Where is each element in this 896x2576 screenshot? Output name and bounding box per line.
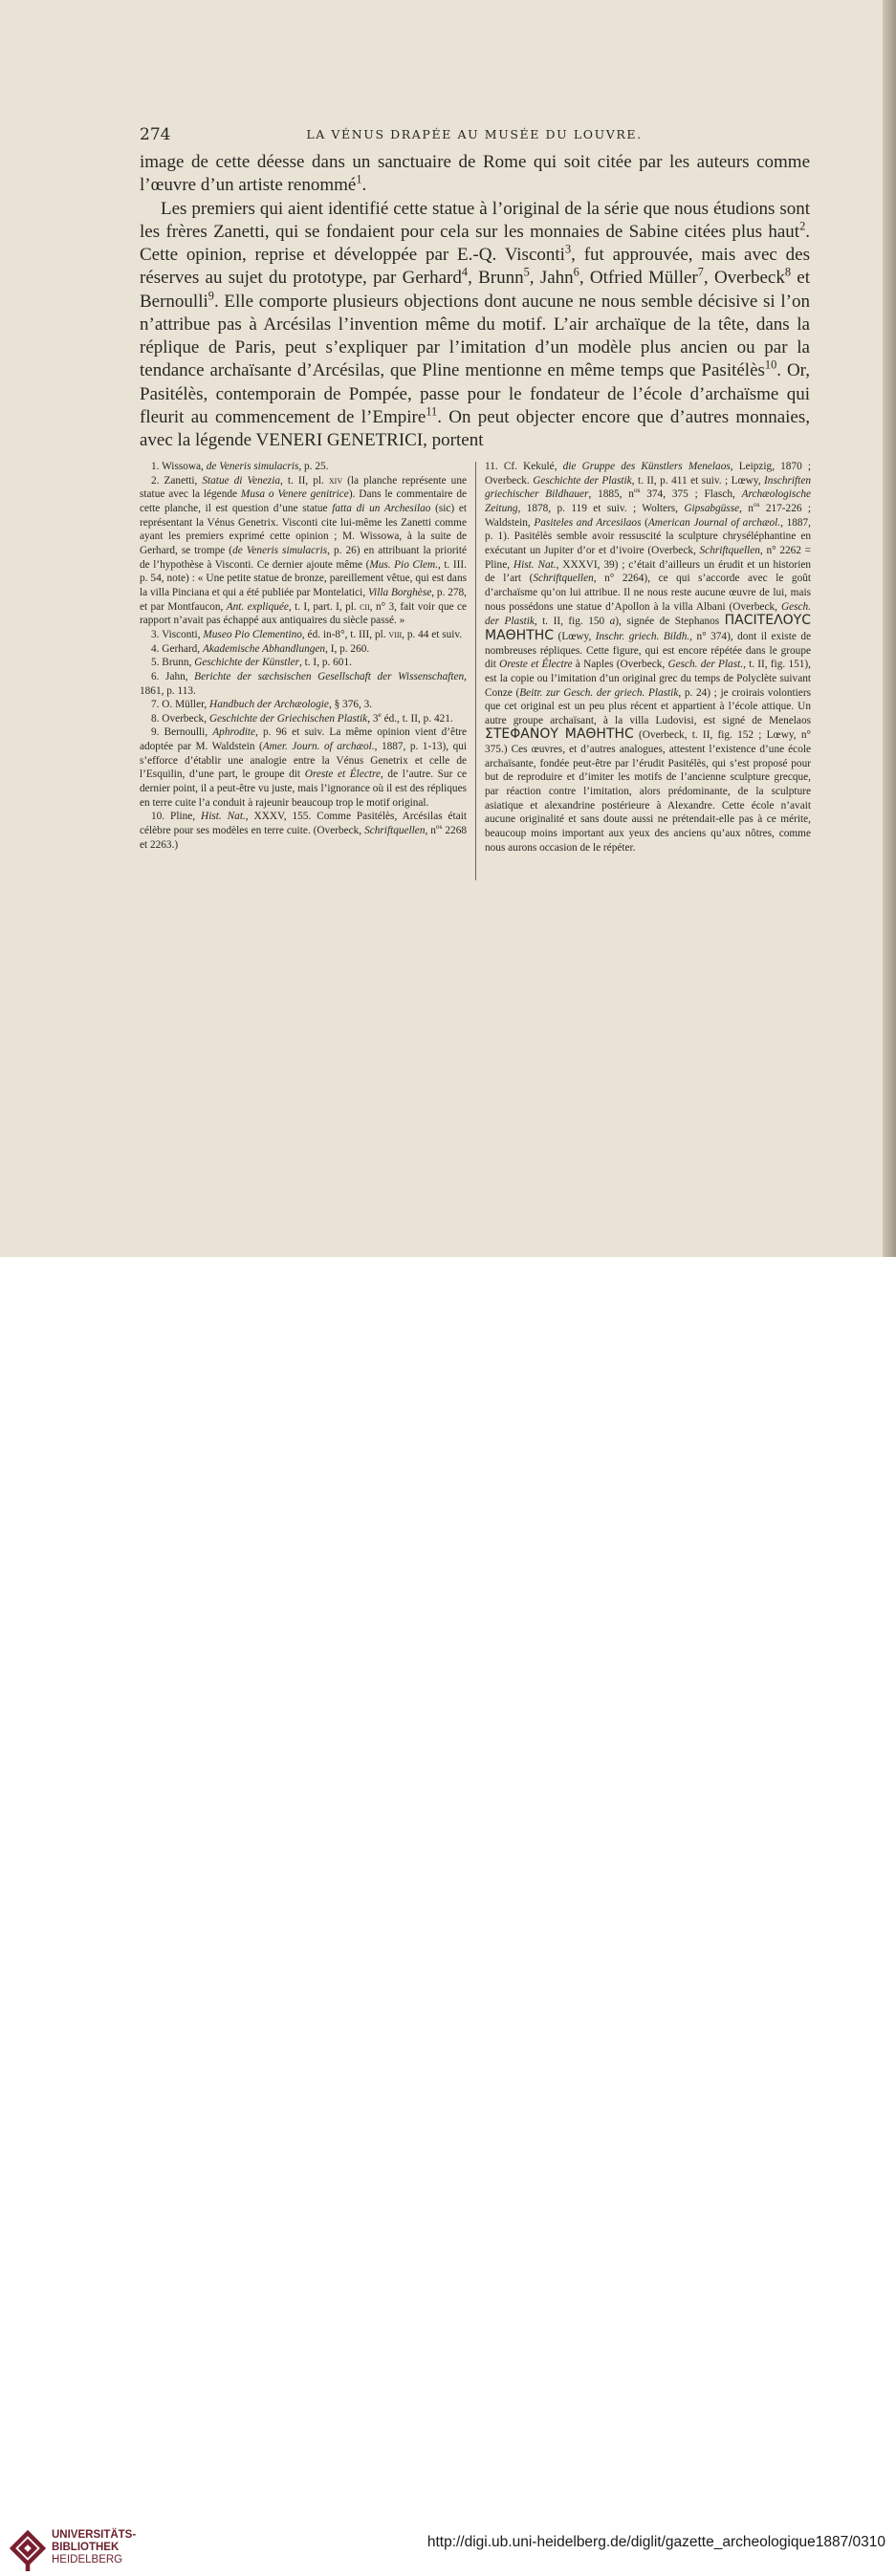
page-header xyxy=(140,125,809,144)
main-text xyxy=(140,151,810,452)
footnote-11: 11. Cf. Kekulé, die Gruppe des Künstlers Menelaos, Leipzig, 1870 ; Overbeck. Geschichte der Plastik, t. II, p. 411 et suiv. ; Lœwy, Inschriften griechischer Bildhauer, 1885, $n^{os}$ 374, 375 ; Flasch, Archæologische Zeitung, 1878, p. 119 et suiv. ; Wolters, Gipsabgüsse, $n^{os}$ 217-226 ; Waldstein, Pasiteles and Arcesilaos (American Journal of archæol., 1887, p. 1). Pasitélès semble avoir ressuscité la sculpture chryséléphantine en exécutant un Jupiter d’or et d’ivoire (Overbeck, Schriftquellen, n° 2262 = Pline, Hist. Nat., XXXVI, 39) ; c’était d’ailleurs un érudit et un historien de l’art (Schriftquellen, n° 2264), ce qui s’accorde avec le goût d’archaïsme qu’on lui attribue. Il ne nous reste aucune œuvre de lui, mais nous possédons une statue d’Apollon à la villa Albani (Overbeck, Gesch. der Plastik, t. II, fig. 150 a), signée de Stephanos ΠΑCΙΤΕΛΟΥC ΜΑΘΗΤΗC (Lœwy, Inschr. griech. Bildh., n° 374), dont il existe de nombreuses répliques. Cette figure, qui est encore répétée dans le groupe dit Oreste et Électre à Naples (Overbeck, Gesch. der Plast., t. II, fig. 151), est la copie ou l’imitation d’un original grec du temps de Polyclète suivant Conze (Beitr. zur Gesch. der griech. Plastik, p. 24) ; je croirais volontiers que cet original est un peu plus récent et appartient à l’école attique. Un autre groupe archaïsant, à la villa Ludovisi, est signé de Menelaos ΣΤΕΦΑΝΟΥ ΜΑΘΗΤΗC (Overbeck, t. II, fig. 152 ; Lœwy, n° 375.) Ces œuvres, et d’autres analogues, attestent l’existence d’une école archaïsante, fondée peut-être par l’érudit Pasitélès, qui s’est proposé pour but de reproduire et d’imiter les motifs de l’ancienne sculpture grecque, par réaction contre l’imitation, alors prédominante, de la sculpture asiatique et alexandrine postérieure à Alexandre. Cette école n’avait aucune originalité et sans doute aussi ne prétendait-elle pas à ce mérite, beaucoup moins important aux yeux des anciens qu’aux nôtres, comme nous aurons occasion de le répéter. xyxy=(485,461,812,854)
footnote-9: 9. Bernoulli, Aphrodite, p. 96 et suiv. La même opinion vient d’être adoptée par M. Waldstein (Amer. Journ. of archæol., 1887, p. 1-13), qui s’efforce d’établir une analogie entre la Vénus Genetrix et celle de l’Esquilin, d’une part, le groupe dit Oreste et Électre, de l’autre. Sur ce dernier point, il a peut-être vu juste, mais l’ignorance où il est des répliques en terre cuite l’a conduit à rajeunir beaucoup trop le motif original. xyxy=(140,726,467,809)
footnote-8: 8. Overbeck, Geschichte der Griechischen Plastik, 3e éd., t. II, p. 421. xyxy=(151,710,453,725)
footnotes-left-column xyxy=(140,460,467,852)
library-name: UNIVERSITÄTS- BIBLIOTHEK HEIDELBERG xyxy=(52,2529,137,2565)
footnote-1: 1. Wissowa, de Veneris simulacris, p. 25. xyxy=(151,461,329,472)
footnote-6: 6. Jahn, Berichte der sæchsischen Gesellschaft der Wissenschaften, 1861, p. 113. xyxy=(140,670,467,697)
footnote-5: 5. Brunn, Geschichte der Künstler, t. I, p. 601. xyxy=(151,657,352,669)
page-edge-shadow xyxy=(883,0,896,1257)
footnotes-right-column xyxy=(485,460,811,855)
source-url-link[interactable]: http://digi.ub.uni-heidelberg.de/diglit/gazette_archeologique1887/0310 xyxy=(426,2534,885,2550)
footnote-7: 7. O. Müller, Handbuch der Archæologie, § 376, 3. xyxy=(151,699,373,711)
scanned-page xyxy=(0,0,896,1257)
university-seal-icon xyxy=(10,2530,46,2576)
greek-inscription-1: ΠΑCΙΤΕΛΟΥC ΜΑΘΗΤΗC xyxy=(485,613,811,643)
running-head: LA VÉNUS DRAPÉE AU MUSÉE DU LOUVRE. xyxy=(306,127,643,141)
viewer-footer xyxy=(0,1257,896,2565)
seal-mark xyxy=(12,2533,43,2571)
paragraph-1: image de cette déesse dans un sanctuaire de Rome qui soit citée par les auteurs comme l’œuvre d’un artiste renommé$^1$. xyxy=(140,152,810,196)
greek-inscription-2: ΣΤΕΦΑΝΟΥ ΜΑΘΗΤΗC xyxy=(485,726,634,743)
footnote-2: 2. Zanetti, Statue di Venezia, t. II, pl. xiv (la planche représente une statue avec la légende Musa o Venere genitrice). Dans le commentaire de cette planche, il est question d’une statue fatta di un Archesilao (sic) et représentant la Vénus Genetrix. Visconti cite lui-même les Zanetti comme ayant les premiers exprimé cette opinion ; M. Wissowa, à la suite de Gerhard, se trompe (de Veneris simulacris, p. 26) en attribuant la priorité de l’hypothèse à Visconti. Ce dernier ajoute même (Mus. Pio Clem., t. III. p. 54, note) : « Une petite statue de bronze, pareillement vêtue, qui est dans la villa Pinciana et qui a été publiée par Montelatici, Villa Borghèse, p. 278, et par Montfaucon, Ant. expliquée, t. I, part. I, pl. cii, n° 3, fait voir que ce rapport n’avait pas échappé aux antiquaires du siècle passé. » xyxy=(140,474,468,627)
footnote-3: 3. Visconti, Museo Pio Clementino, éd. in-8°, t. III, pl. viii, p. 44 et suiv. xyxy=(151,628,463,640)
paragraph-2: Les premiers qui aient identifié cette statue à l’original de la série que nous étudions sont les frères Zanetti, qui se fondaient pour cela sur les monnaies de Sabine citées plus haut$^2$. Cette opinion, reprise et développée par E.-Q. Visconti$^3$, fut approuvée, mais avec des réserves au sujet du prototype, par Gerhard$^4$, Brunn$^5$, Jahn$^6$, Otfried Müller$^7$, Overbeck$^8$ et Bernoulli$^9$. Elle comporte plusieurs objections dont aucune ne nous semble décisive si l’on n’attribue pas à Arcésilas l’invention même du motif. L’air archaïque de la tête, dans la réplique de Paris, peut s’expliquer par l’imitation d’un modèle plus ancien ou par la tendance archaïsante d’Arcésilas, que Pline mentionne en même temps que Pasitélès$^{10}$. Or, Pasitélès, contemporain de Pompée, passe pour le fondateur de l’école d’archaïsme qui fleurit au commencement de l’Empire$^{11}$. On peut objecter encore que d’autres monnaies, avec la légende VENERI GENETRICI, portent xyxy=(140,198,810,450)
footnote-column-divider xyxy=(475,462,476,880)
page-number: 274 xyxy=(140,125,171,144)
footnote-10: 10. Pline, Hist. Nat., XXXV, 155. Comme Pasitélès, Arcésilas était célèbre pour ses modèles en terre cuite. (Overbeck, Schriftquellen, $n^{os}$ 2268 et 2263.) xyxy=(140,811,467,851)
footnote-4: 4. Gerhard, Akademische Abhandlungen, I, p. 260. xyxy=(151,642,370,655)
